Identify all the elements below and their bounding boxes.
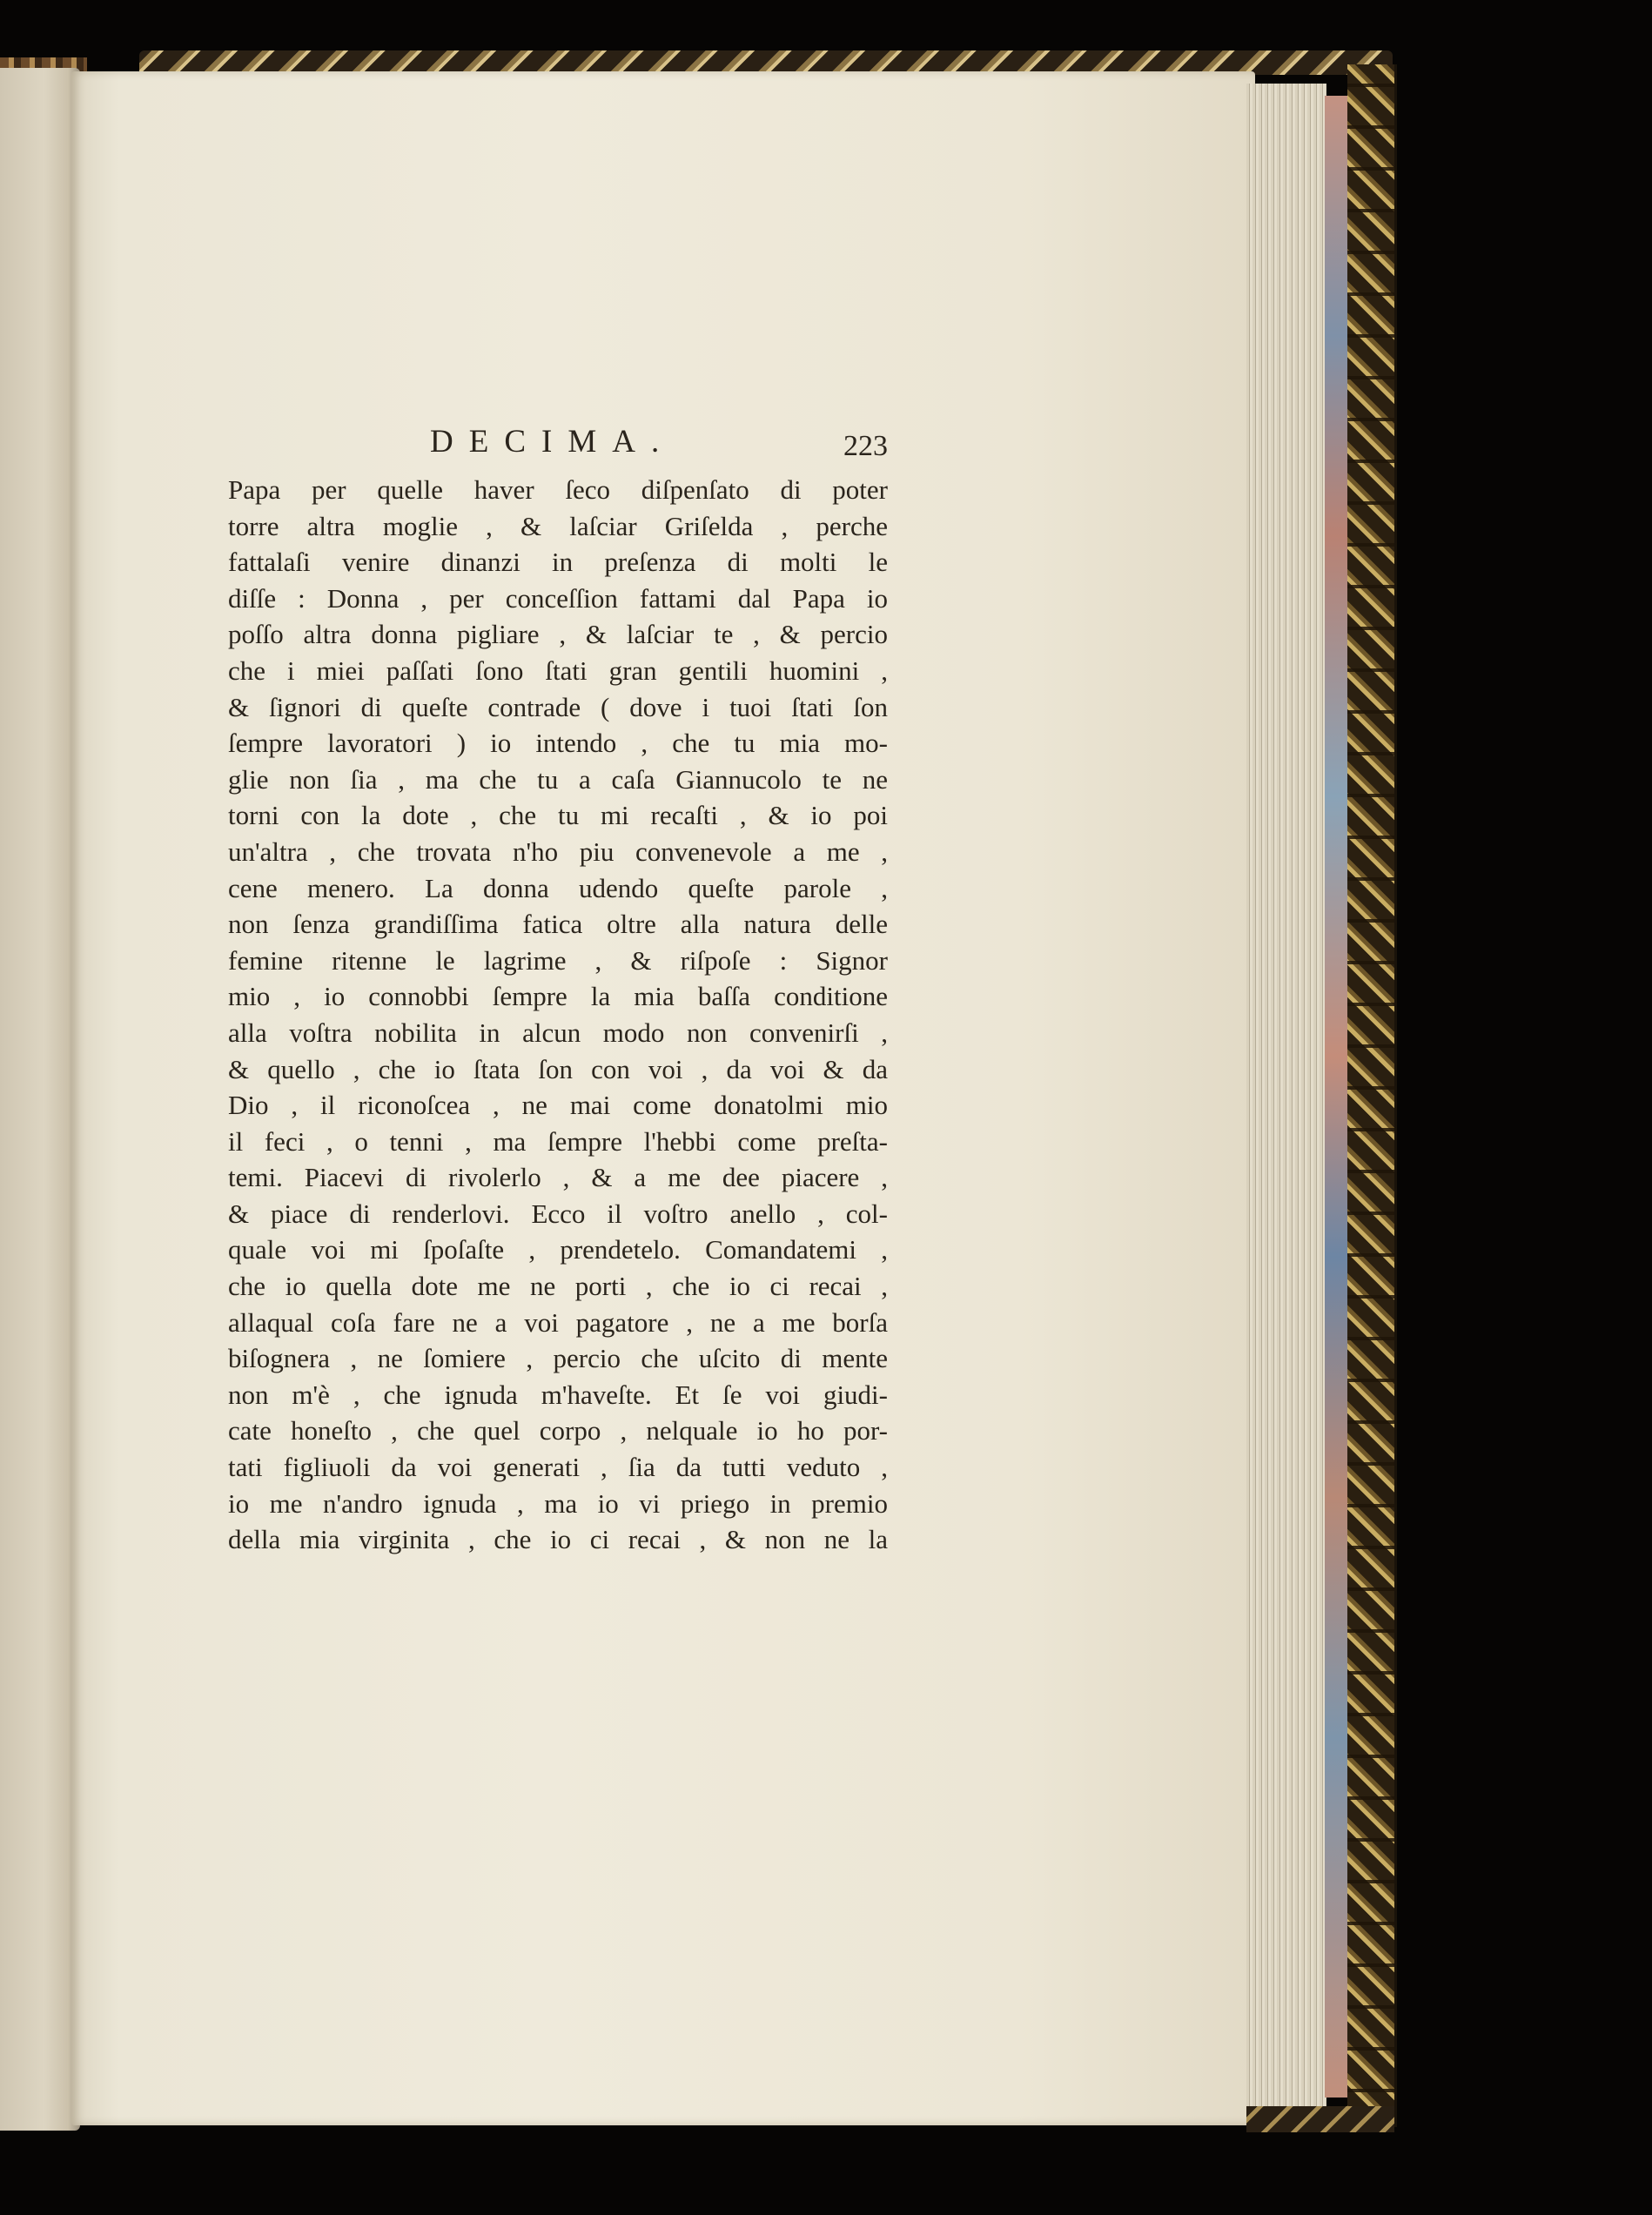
text-line: fattalaſi venire dinanzi in preſenza di molti le <box>228 547 888 578</box>
text-line: allaqual coſa fare ne a voi pagatore , ne a me borſa <box>228 1306 888 1338</box>
running-title: DECIMA. <box>430 424 675 460</box>
text-line: & quello , che io ſtata ſon con voi , da voi & da <box>228 1053 888 1084</box>
fore-edge-page-stack <box>1246 84 1326 2120</box>
text-line: che i miei paſſati ſono ſtati gran gentili huomini , <box>228 654 888 686</box>
text-line: il feci , o tenni , ma ſempre l'hebbi come preſta- <box>228 1125 888 1157</box>
page-number: 223 <box>843 430 888 462</box>
text-line: temi. Piacevi di rivolerlo , & a me dee piacere , <box>228 1162 888 1193</box>
text-line: & piace di renderlovi. Ecco il voſtro anello , col- <box>228 1198 888 1229</box>
text-line: tati figliuoli da voi generati , ſia da tutti veduto , <box>228 1452 888 1483</box>
text-line: torni con la dote , che tu mi recaſti , & io poi <box>228 800 888 831</box>
verso-page-edge <box>0 68 80 2131</box>
text-line: & ſignori di queſte contrade ( dove i tuoi ſtati ſon <box>228 691 888 722</box>
text-line: femine ritenne le lagrime , & riſpoſe : Signor <box>228 944 888 976</box>
text-line: della mia virginita , che io ci recai , & non ne la <box>228 1524 888 1555</box>
text-line: Dio , il riconoſcea , ne mai come donatolmi mio <box>228 1090 888 1121</box>
text-line: ſempre lavoratori ) io intendo , che tu mia mo- <box>228 728 888 759</box>
text-line: Papa per quelle haver ſeco diſpenſato di poter <box>228 474 888 505</box>
body-text <box>228 472 888 1558</box>
marbled-text-block-edge <box>1325 96 1347 2098</box>
text-line: quale voi mi ſpoſaſte , prendetelo. Comandatemi , <box>228 1234 888 1265</box>
text-line: un'altra , che trovata n'ho piu convenevole a me , <box>228 836 888 867</box>
text-line: non ſenza grandiſſima fatica oltre alla natura delle <box>228 909 888 940</box>
text-line: alla voſtra nobilita in alcun modo non convenirſi , <box>228 1017 888 1048</box>
text-line: diſſe : Donna , per conceſſion fattami dal Papa io <box>228 582 888 614</box>
text-line: poſſo altra donna pigliare , & laſciar te , & percio <box>228 619 888 650</box>
gilt-board-edge <box>1347 64 1397 2127</box>
text-line: non m'è , che ignuda m'haveſte. Et ſe voi giudi- <box>228 1379 888 1410</box>
text-line: cene menero. La donna udendo queſte parole , <box>228 872 888 903</box>
page-text-block <box>228 420 888 1558</box>
text-line: biſognera , ne ſomiere , percio che uſcito di mente <box>228 1343 888 1374</box>
running-head <box>228 420 888 470</box>
text-line: mio , io connobbi ſempre la mia baſſa conditione <box>228 981 888 1012</box>
text-line: glie non ſia , ma che tu a caſa Giannucolo te ne <box>228 763 888 795</box>
text-line: che io quella dote me ne porti , che io ci recai , <box>228 1271 888 1302</box>
text-line: torre altra moglie , & laſciar Griſelda , perche <box>228 510 888 541</box>
text-line: io me n'andro ignuda , ma io vi priego in premio <box>228 1487 888 1519</box>
bottom-gilt-edge <box>1246 2106 1394 2132</box>
text-line: cate honeſto , che quel corpo , nelquale io ho por- <box>228 1415 888 1446</box>
